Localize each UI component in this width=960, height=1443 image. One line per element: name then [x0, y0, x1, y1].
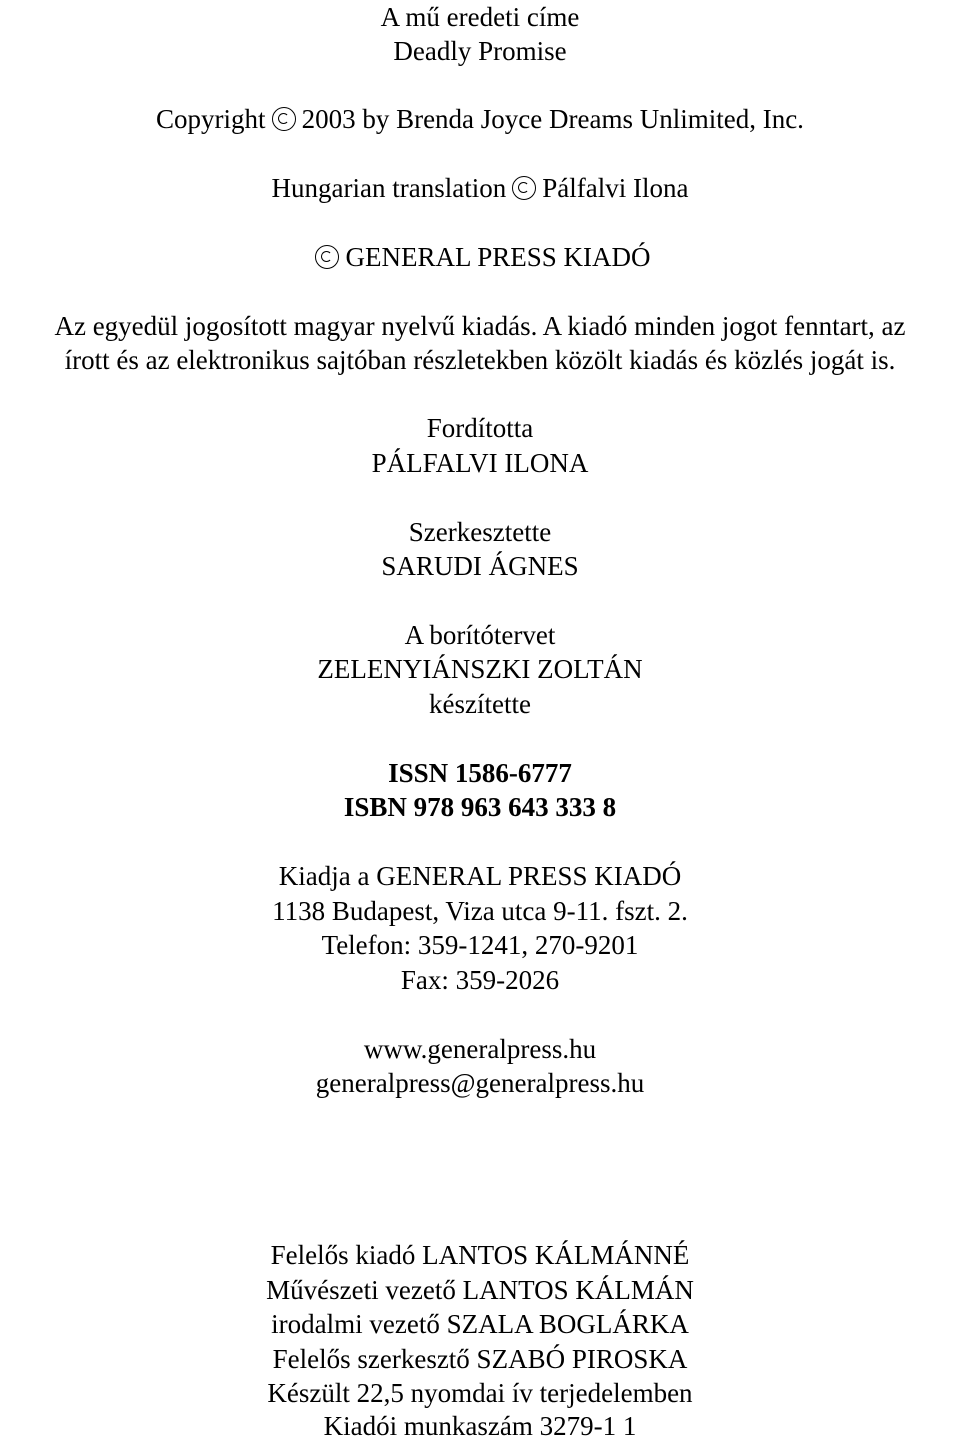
cover-design-suffix: készítette — [429, 689, 531, 719]
publisher-website: www.generalpress.hu — [363, 1034, 597, 1064]
translated-by-label: Fordította — [426, 413, 534, 443]
translation-copyright-line — [0, 171, 960, 205]
copyright-text: 2003 by Brenda Joyce Dreams Unlimited, Inc. — [301, 104, 804, 134]
cover-designer-name: ZELENYIÁNSZKI ZOLTÁN — [317, 654, 643, 684]
art-director: Művészeti vezető LANTOS KÁLMÁN — [266, 1275, 694, 1305]
copyright-icon — [512, 176, 536, 200]
original-title: Deadly Promise — [393, 36, 567, 66]
publisher-copyright-line — [0, 240, 960, 274]
original-title-label: A mű eredeti címe — [380, 2, 580, 32]
publisher-name: Kiadja a GENERAL PRESS KIADÓ — [278, 861, 682, 891]
copyright-icon — [315, 245, 339, 269]
publisher-copyright-text: GENERAL PRESS KIADÓ — [345, 242, 651, 272]
publisher-fax: Fax: 359-2026 — [400, 965, 560, 995]
translation-holder: Pálfalvi Ilona — [542, 173, 689, 203]
publisher-address: 1138 Budapest, Viza utca 9-11. fszt. 2. — [272, 896, 688, 926]
job-number: Kiadói munkaszám 3279-1 1 — [323, 1411, 637, 1441]
translation-prefix: Hungarian translation — [271, 173, 507, 203]
literary-director: irodalmi vezető SZALA BOGLÁRKA — [271, 1309, 689, 1339]
rights-line-2: írott és az elektronikus sajtóban részletekben közölt kiadás és közlés jogát is. — [64, 345, 896, 375]
copyright-icon — [272, 107, 296, 131]
issn: ISSN 1586-6777 — [388, 758, 572, 788]
publisher-phone: Telefon: 359-1241, 270-9201 — [321, 930, 639, 960]
copyright-line — [0, 102, 960, 136]
responsible-editor: Felelős szerkesztő SZABÓ PIROSKA — [272, 1344, 688, 1374]
rights-line-1: Az egyedül jogosított magyar nyelvű kiadás. A kiadó minden jogot fenntart, az — [54, 311, 906, 341]
copyright-prefix: Copyright — [156, 104, 266, 134]
isbn: ISBN 978 963 643 333 8 — [343, 792, 617, 822]
translator-name: PÁLFALVI ILONA — [371, 448, 589, 478]
cover-design-label: A borítótervet — [404, 620, 556, 650]
print-extent: Készült 22,5 nyomdai ív terjedelemben — [267, 1378, 693, 1408]
responsible-publisher: Felelős kiadó LANTOS KÁLMÁNNÉ — [270, 1240, 690, 1270]
editor-name: SARUDI ÁGNES — [381, 551, 579, 581]
edited-by-label: Szerkesztette — [408, 517, 552, 547]
publisher-email: generalpress@generalpress.hu — [315, 1068, 645, 1098]
